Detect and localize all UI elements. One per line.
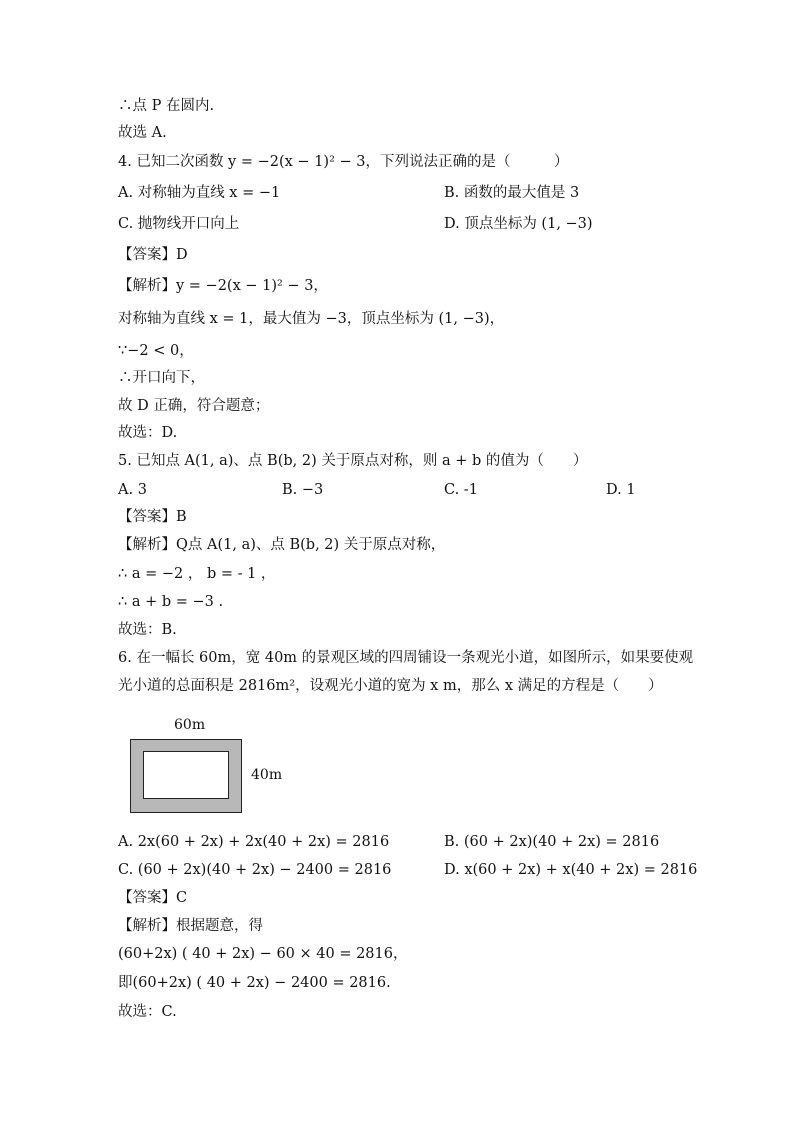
q4-answer: 【答案】D [118, 247, 188, 263]
q5-analysis-line: ∴ a + b = −3 . [118, 594, 224, 610]
q6-option-b: B. (60 + 2x)(40 + 2x) = 2816 [444, 834, 660, 850]
q6-stem-line2: 光小道的总面积是 2816m²，设观光小道的宽为 x m，那么 x 满足的方程是（ ） [118, 678, 663, 694]
q4-analysis-line: ∴开口向下， [118, 370, 205, 386]
q4-option-c: C. 抛物线开口向上 [118, 216, 240, 232]
q4-analysis-line: 故 D 正确，符合题意； [118, 398, 270, 414]
figure-width-label: 40m [251, 767, 283, 783]
q5-option-c: C. -1 [444, 482, 478, 498]
inner-rectangle [143, 751, 229, 799]
figure-length-label: 60m [174, 717, 206, 733]
q4-option-b: B. 函数的最大值是 3 [444, 185, 580, 201]
q6-analysis-line: (60+2x) ( 40 + 2x) − 60 × 40 = 2816， [118, 946, 408, 962]
q6-option-a: A. 2x(60 + 2x) + 2x(40 + 2x) = 2816 [118, 834, 390, 850]
q4-option-a: A. 对称轴为直线 x = −1 [118, 185, 281, 201]
q4-analysis-line: 对称轴为直线 x = 1，最大值为 −3，顶点坐标为 (1, −3)， [118, 311, 505, 327]
q4-analysis-line: 故选：D. [118, 425, 178, 441]
q5-analysis-line: ∴ a = −2 ， b = - 1 ， [118, 566, 276, 582]
q6-analysis-line: 【解析】根据题意，得 [118, 918, 263, 934]
q6-answer: 【答案】C [118, 890, 188, 906]
q6-analysis-line: 故选：C. [118, 1004, 177, 1020]
prev-conclusion: ∴点 P 在圆内. [118, 98, 215, 114]
q4-analysis-line: ∵−2 < 0， [118, 343, 194, 359]
q4-option-d: D. 顶点坐标为 (1, −3) [444, 216, 593, 232]
path-diagram [128, 715, 288, 820]
q5-analysis-line: 【解析】Q点 A(1, a)、点 B(b, 2) 关于原点对称， [118, 537, 446, 553]
prev-choice: 故选 A. [118, 125, 167, 141]
q4-analysis-line: 【解析】y = −2(x − 1)² − 3， [118, 278, 328, 294]
q6-option-c: C. (60 + 2x)(40 + 2x) − 2400 = 2816 [118, 862, 392, 878]
q5-analysis-line: 故选：B. [118, 622, 177, 638]
q5-option-d: D. 1 [606, 482, 636, 498]
q4-stem: 4. 已知二次函数 y = −2(x − 1)² − 3，下列说法正确的是（ ） [118, 154, 569, 170]
q6-stem-line1: 6. 在一幅长 60m，宽 40m 的景观区域的四周铺设一条观光小道，如图所示，如果要使观 [118, 650, 694, 666]
q5-answer: 【答案】B [118, 509, 187, 525]
q5-stem: 5. 已知点 A(1, a)、点 B(b, 2) 关于原点对称，则 a + b 的值为（ ） [118, 453, 588, 469]
q5-option-a: A. 3 [118, 482, 147, 498]
outer-rectangle [130, 739, 242, 813]
q6-analysis-line: 即(60+2x) ( 40 + 2x) − 2400 = 2816. [118, 975, 391, 991]
q6-option-d: D. x(60 + 2x) + x(40 + 2x) = 2816 [444, 862, 698, 878]
q5-option-b: B. −3 [282, 482, 324, 498]
